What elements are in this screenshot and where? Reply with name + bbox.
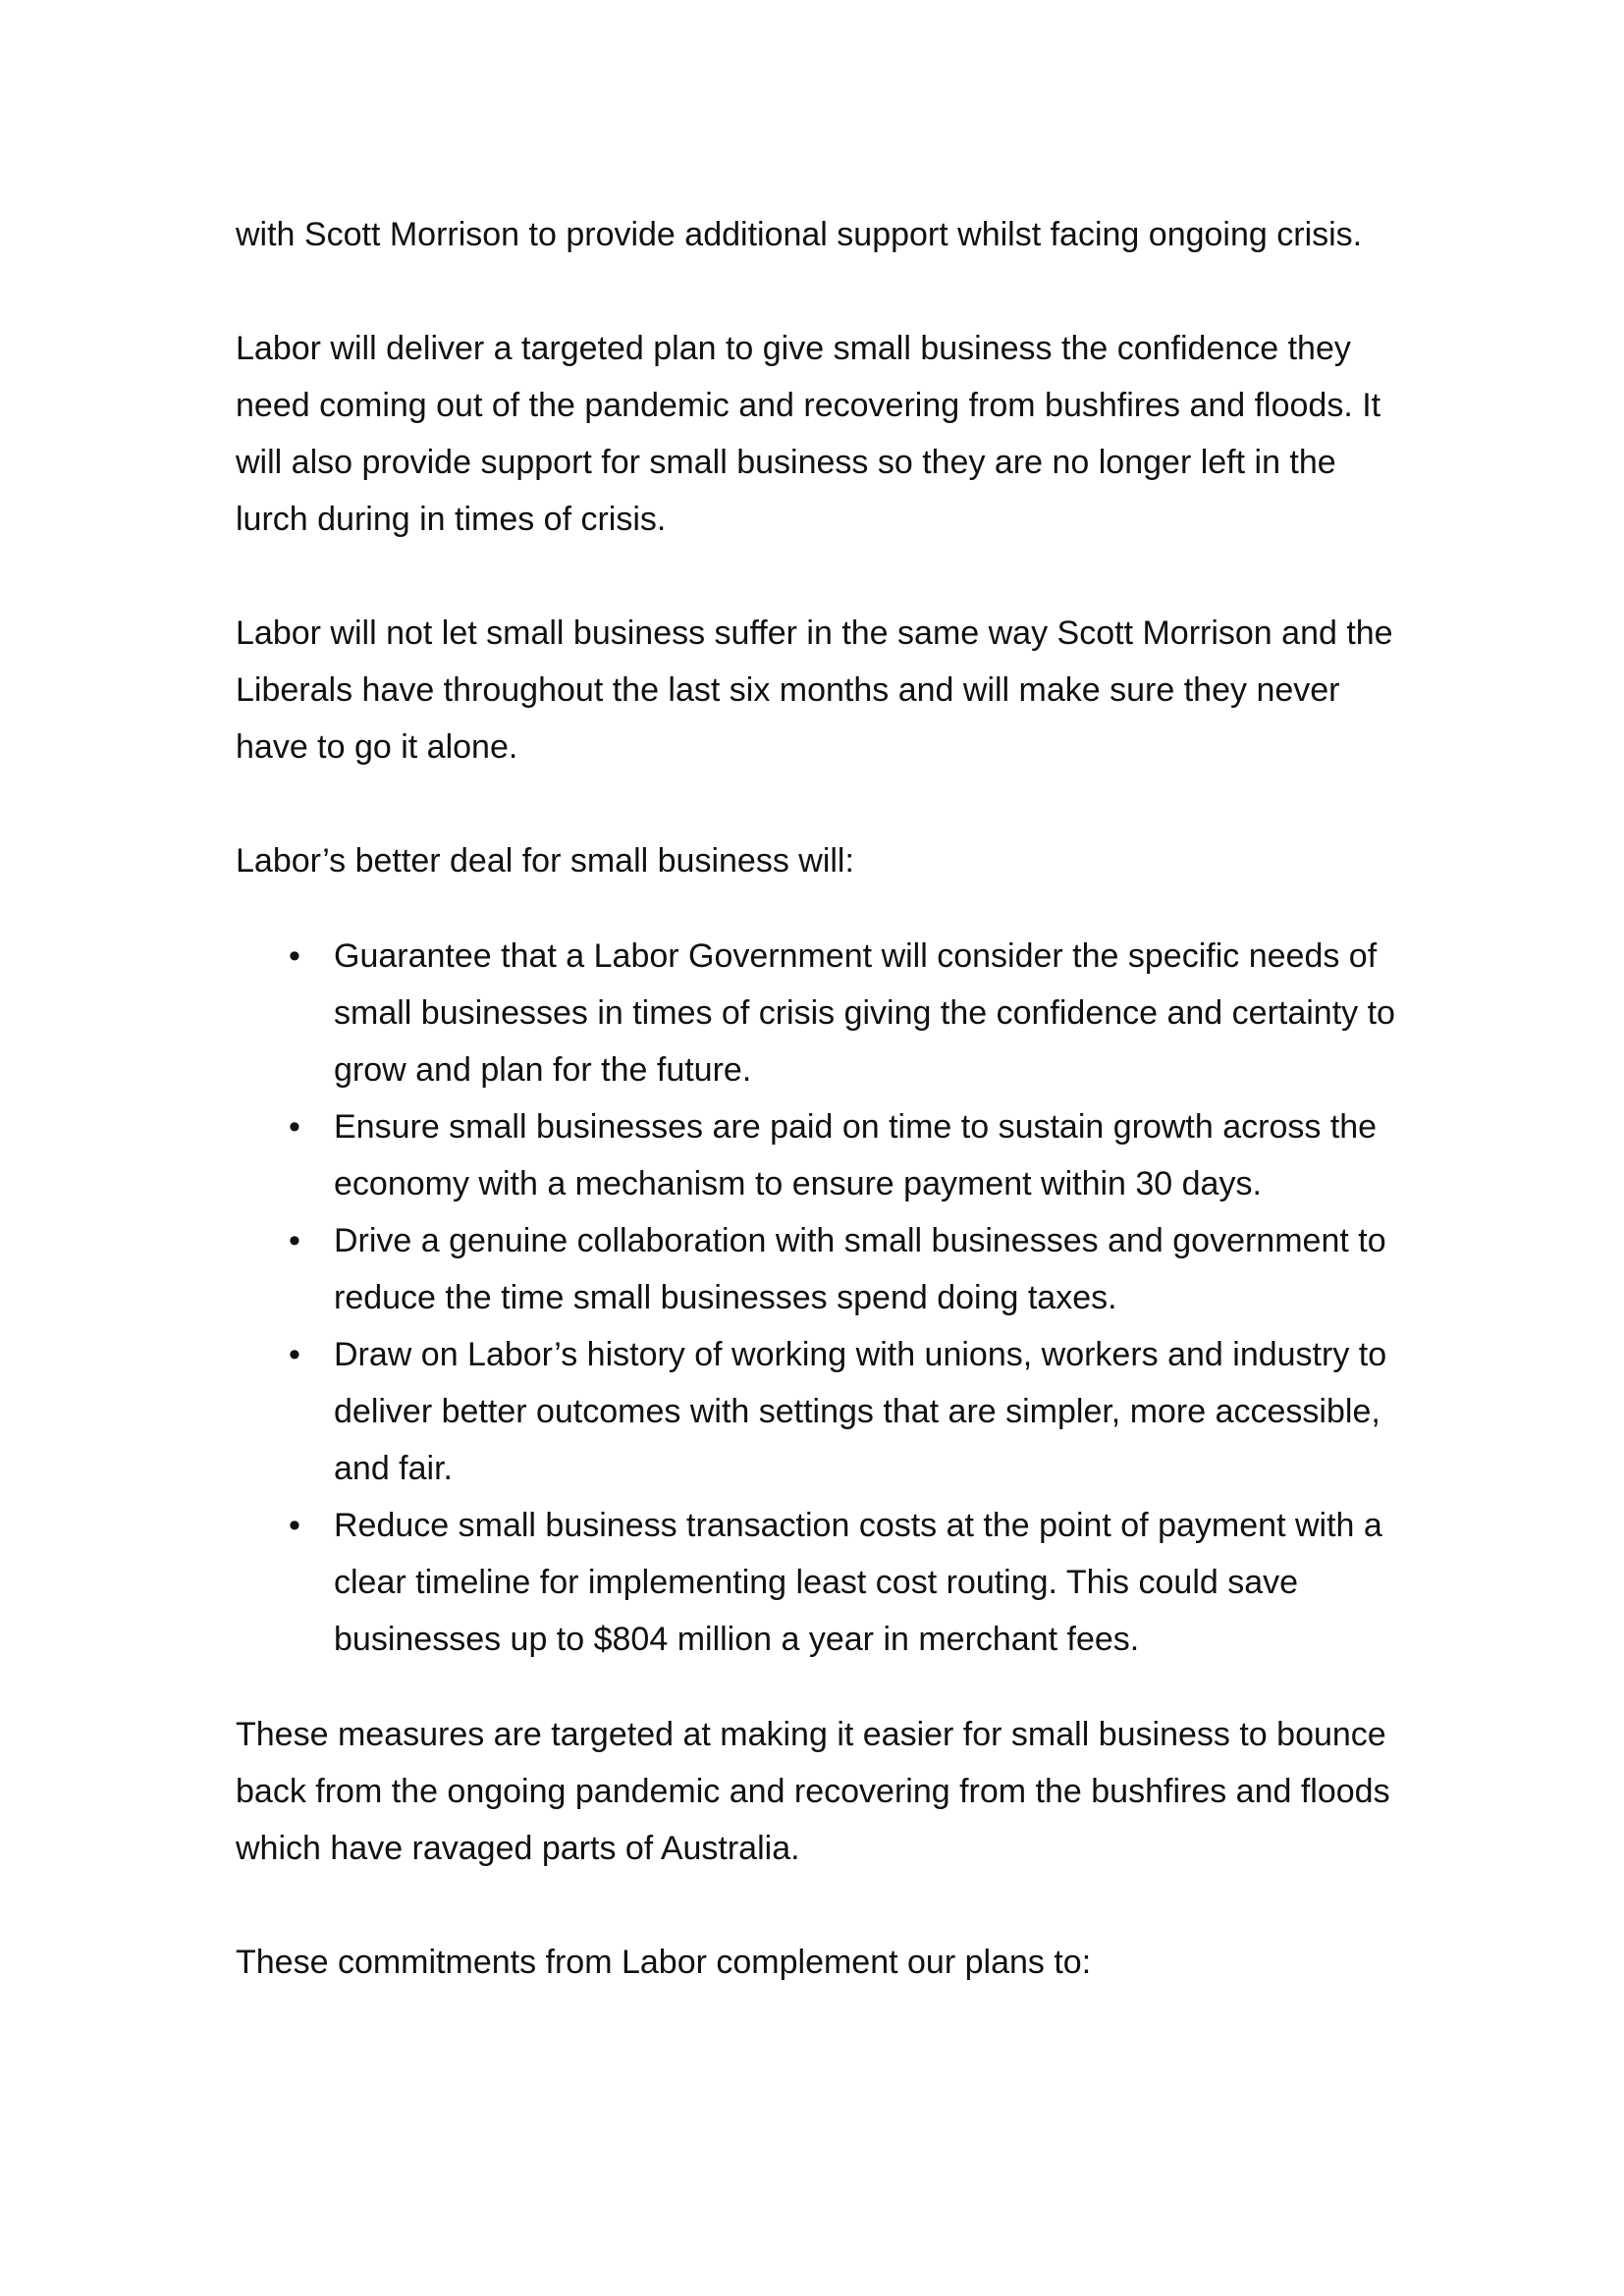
bullet-icon: • — [289, 937, 300, 975]
paragraph: Labor will not let small business suffer in the same way Scott Morrison and the Liberals have throughout the last six months and will make sure they never have to go it alone. — [236, 614, 1393, 766]
list-item — [236, 1098, 1414, 1212]
paragraph: with Scott Morrison to provide additional support whilst facing ongoing crisis. — [236, 216, 1363, 253]
list-item-text: Ensure small businesses are paid on time to sustain growth across the economy with a mechanism to ensure payment within 30 days. — [334, 1108, 1378, 1202]
bullet-icon: • — [289, 1507, 300, 1544]
list-item — [236, 1326, 1414, 1497]
paragraph: Labor will deliver a targeted plan to give small business the confidence they need coming out of the pandemic and recovering from bushfires and floods. It will also provide support for small business so they are no longer left in the lurch during in times of crisis. — [236, 330, 1381, 538]
list-item-text: Draw on Labor’s history of working with unions, workers and industry to deliver better outcomes with settings that are simpler, more accessible, and fair. — [334, 1336, 1387, 1487]
list-intro: Labor’s better deal for small business will: — [236, 842, 854, 880]
commitments-list — [236, 928, 1414, 1668]
bullet-icon: • — [289, 1336, 300, 1373]
list-item-text: Reduce small business transaction costs at the point of payment with a clear timeline for implementing least cost routing. This could save businesses up to $804 million a year in merchant fees. — [334, 1507, 1382, 1658]
list-item-text: Drive a genuine collaboration with small businesses and government to reduce the time small businesses spend doing taxes. — [334, 1222, 1386, 1316]
list-item — [236, 1212, 1414, 1326]
paragraph: These commitments from Labor complement our plans to: — [236, 1944, 1092, 1981]
list-item — [236, 1497, 1414, 1668]
bullet-icon: • — [289, 1108, 300, 1146]
document-body — [236, 206, 1414, 2048]
list-item-text: Guarantee that a Labor Government will consider the specific needs of small businesses in times of crisis giving the confidence and certainty to grow and plan for the future. — [334, 937, 1395, 1089]
paragraph: These measures are targeted at making it easier for small business to bounce back from the ongoing pandemic and recovering from the bushfires and floods which have ravaged parts of Australia. — [236, 1716, 1390, 1867]
bullet-icon: • — [289, 1222, 300, 1259]
list-item — [236, 928, 1414, 1098]
